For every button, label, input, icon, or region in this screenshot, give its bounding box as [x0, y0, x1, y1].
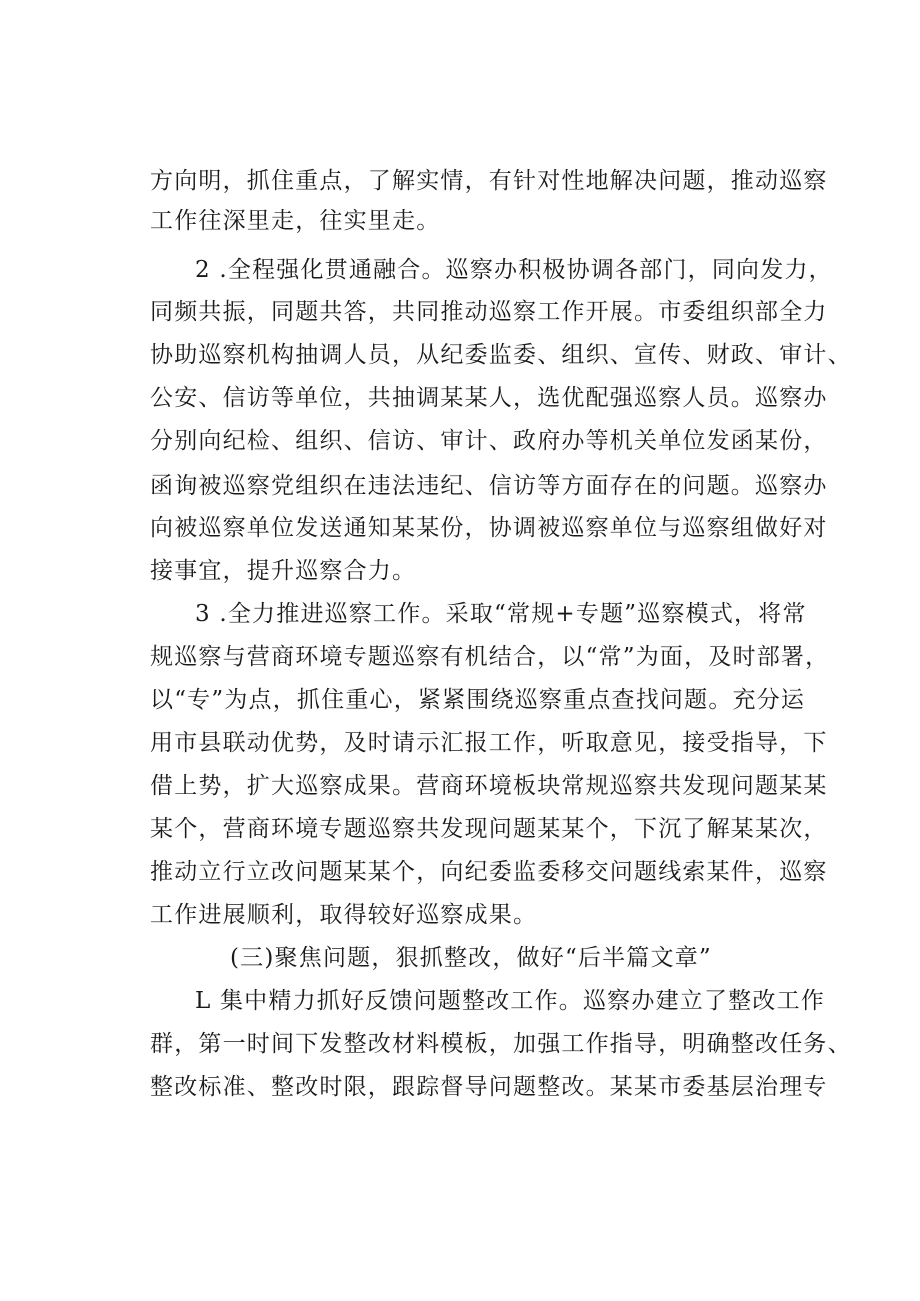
text-line: 向被巡察单位发送通知某某份，协调被巡察单位与巡察组做好对	[150, 515, 828, 541]
text-line: 推动立行立改问题某某个，向纪委监委移交问题线索某件，巡察	[150, 859, 828, 885]
text-line: 公安、信访等单位，共抽调某某人，选优配强巡察人员。巡察办	[150, 385, 828, 411]
text-line: 工作往深里走，往实里走。	[150, 208, 441, 234]
text-line: 群，第一时间下发整改材料模板，加强工作指导，明确整改任务、	[150, 1031, 852, 1057]
paragraph-3-start: 3 .全力推进巡察工作。采取“常规+专题”巡察模式，将常	[195, 601, 807, 627]
paragraph-1-start: L 集中精力抓好反馈问题整改工作。巡察办建立了整改工作	[195, 988, 825, 1014]
text-line: 接事宜，提升巡察合力。	[150, 558, 417, 584]
text-line: 函询被巡察党组织在违法违纪、信访等方面存在的问题。巡察办	[150, 473, 828, 499]
paragraph-2-start: 2 .全程强化贯通融合。巡察办积极协调各部门，同向发力，	[195, 257, 833, 283]
text-line: 某个，营商环境专题巡察共发现问题某某个，下沉了解某某次，	[150, 816, 828, 842]
section-heading: (三)聚焦问题，狠抓整改，做好“后半篇文章”	[230, 945, 712, 971]
text-line: 规巡察与营商环境专题巡察有机结合，以“常”为面，及时部署，	[150, 644, 830, 670]
text-line: 同频共振，同题共答，共同推动巡察工作开展。市委组织部全力	[150, 299, 828, 325]
text-line: 分别向纪检、组织、信访、审计、政府办等机关单位发函某份，	[150, 428, 828, 454]
text-line: 协助巡察机构抽调人员，从纪委监委、组织、宣传、财政、审计、	[150, 342, 852, 368]
text-line: 工作进展顺利，取得较好巡察成果。	[150, 902, 538, 928]
text-line: 方向明，抓住重点，了解实情，有针对性地解决问题，推动巡察	[150, 168, 828, 194]
text-line: 以“专”为点，抓住重心，紧紧围绕巡察重点查找问题。充分运	[150, 687, 806, 713]
text-line: 借上势，扩大巡察成果。营商环境板块常规巡察共发现问题某某	[150, 773, 828, 799]
text-line: 用市县联动优势，及时请示汇报工作，听取意见，接受指导，下	[150, 730, 828, 756]
text-line: 整改标准、整改时限，跟踪督导问题整改。某某市委基层治理专	[150, 1074, 828, 1100]
